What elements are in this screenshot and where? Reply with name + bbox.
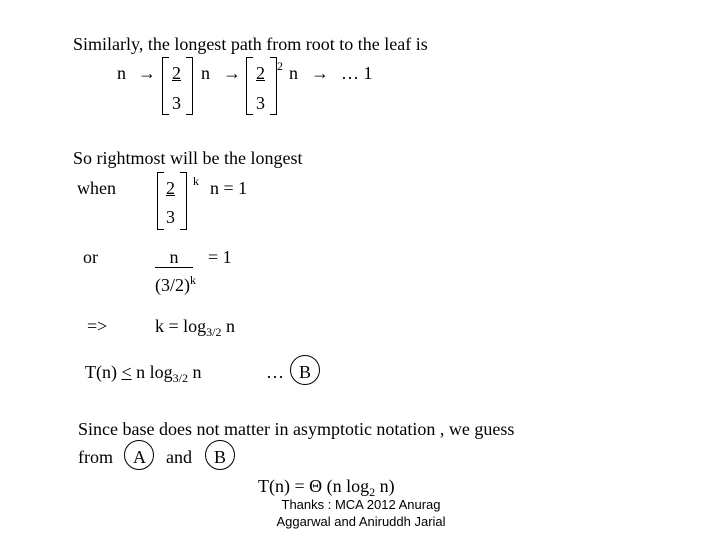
marker-a-label: A bbox=[133, 447, 146, 467]
credits-line-2: Aggarwal and Aniruddh Jarial bbox=[276, 514, 446, 529]
k-equals-log: $k = \log_{3/2} n$ bbox=[155, 316, 235, 339]
intro-line: Similarly, the longest path from root to the leaf is bbox=[73, 34, 428, 54]
credits bbox=[262, 496, 460, 530]
when-fraction-num: 2 bbox=[166, 178, 175, 198]
and-word: and bbox=[166, 447, 192, 467]
path-n2: n bbox=[201, 63, 210, 83]
arrow-2: → bbox=[223, 63, 241, 83]
bracket-right-2 bbox=[270, 57, 277, 115]
path-ellipsis-one: … 1 bbox=[341, 63, 373, 83]
or-numerator: n bbox=[155, 248, 193, 268]
bracket-left-1 bbox=[162, 57, 169, 115]
or-denominator: $(3/2)^k$ bbox=[155, 273, 196, 295]
when-label: when bbox=[77, 178, 116, 198]
when-exponent: k bbox=[193, 174, 199, 188]
bracket-right-1 bbox=[186, 57, 193, 115]
bracket-right-when bbox=[180, 172, 187, 230]
arrow-3: → bbox=[311, 63, 329, 83]
when-fraction-den: 3 bbox=[166, 207, 175, 227]
rightmost-line: So rightmost will be the longest bbox=[73, 148, 303, 168]
credits-line-1: Thanks : MCA 2012 Anurag bbox=[281, 497, 441, 512]
bracket-left-2 bbox=[246, 57, 253, 115]
path-exponent: 2 bbox=[277, 59, 283, 73]
path-fraction1-den: 3 bbox=[172, 93, 181, 113]
arrow-1: → bbox=[138, 63, 156, 83]
path-fraction2-num: 2 bbox=[256, 63, 265, 83]
bound-ellipsis: … bbox=[266, 362, 284, 382]
path-fraction2-den: 3 bbox=[256, 93, 265, 113]
path-n1: n bbox=[117, 63, 126, 83]
path-fraction1-num: 2 bbox=[172, 63, 181, 83]
since-line: Since base does not matter in asymptotic notation , we guess bbox=[78, 419, 515, 439]
bound-formula: T(n) < n $\log_{3/2} n$ bbox=[85, 362, 202, 385]
marker-b2-label: B bbox=[214, 447, 227, 467]
from-word: from bbox=[78, 447, 113, 467]
theta-conclusion: T(n) = Θ (n $\log_2 n$) bbox=[258, 476, 395, 499]
marker-b-label: B bbox=[299, 362, 312, 382]
implies-label: => bbox=[87, 316, 108, 336]
path-n3: n bbox=[289, 63, 298, 83]
or-label: or bbox=[83, 247, 98, 267]
when-rest: n = 1 bbox=[210, 178, 248, 198]
or-equals: = 1 bbox=[208, 247, 232, 267]
bracket-left-when bbox=[157, 172, 164, 230]
